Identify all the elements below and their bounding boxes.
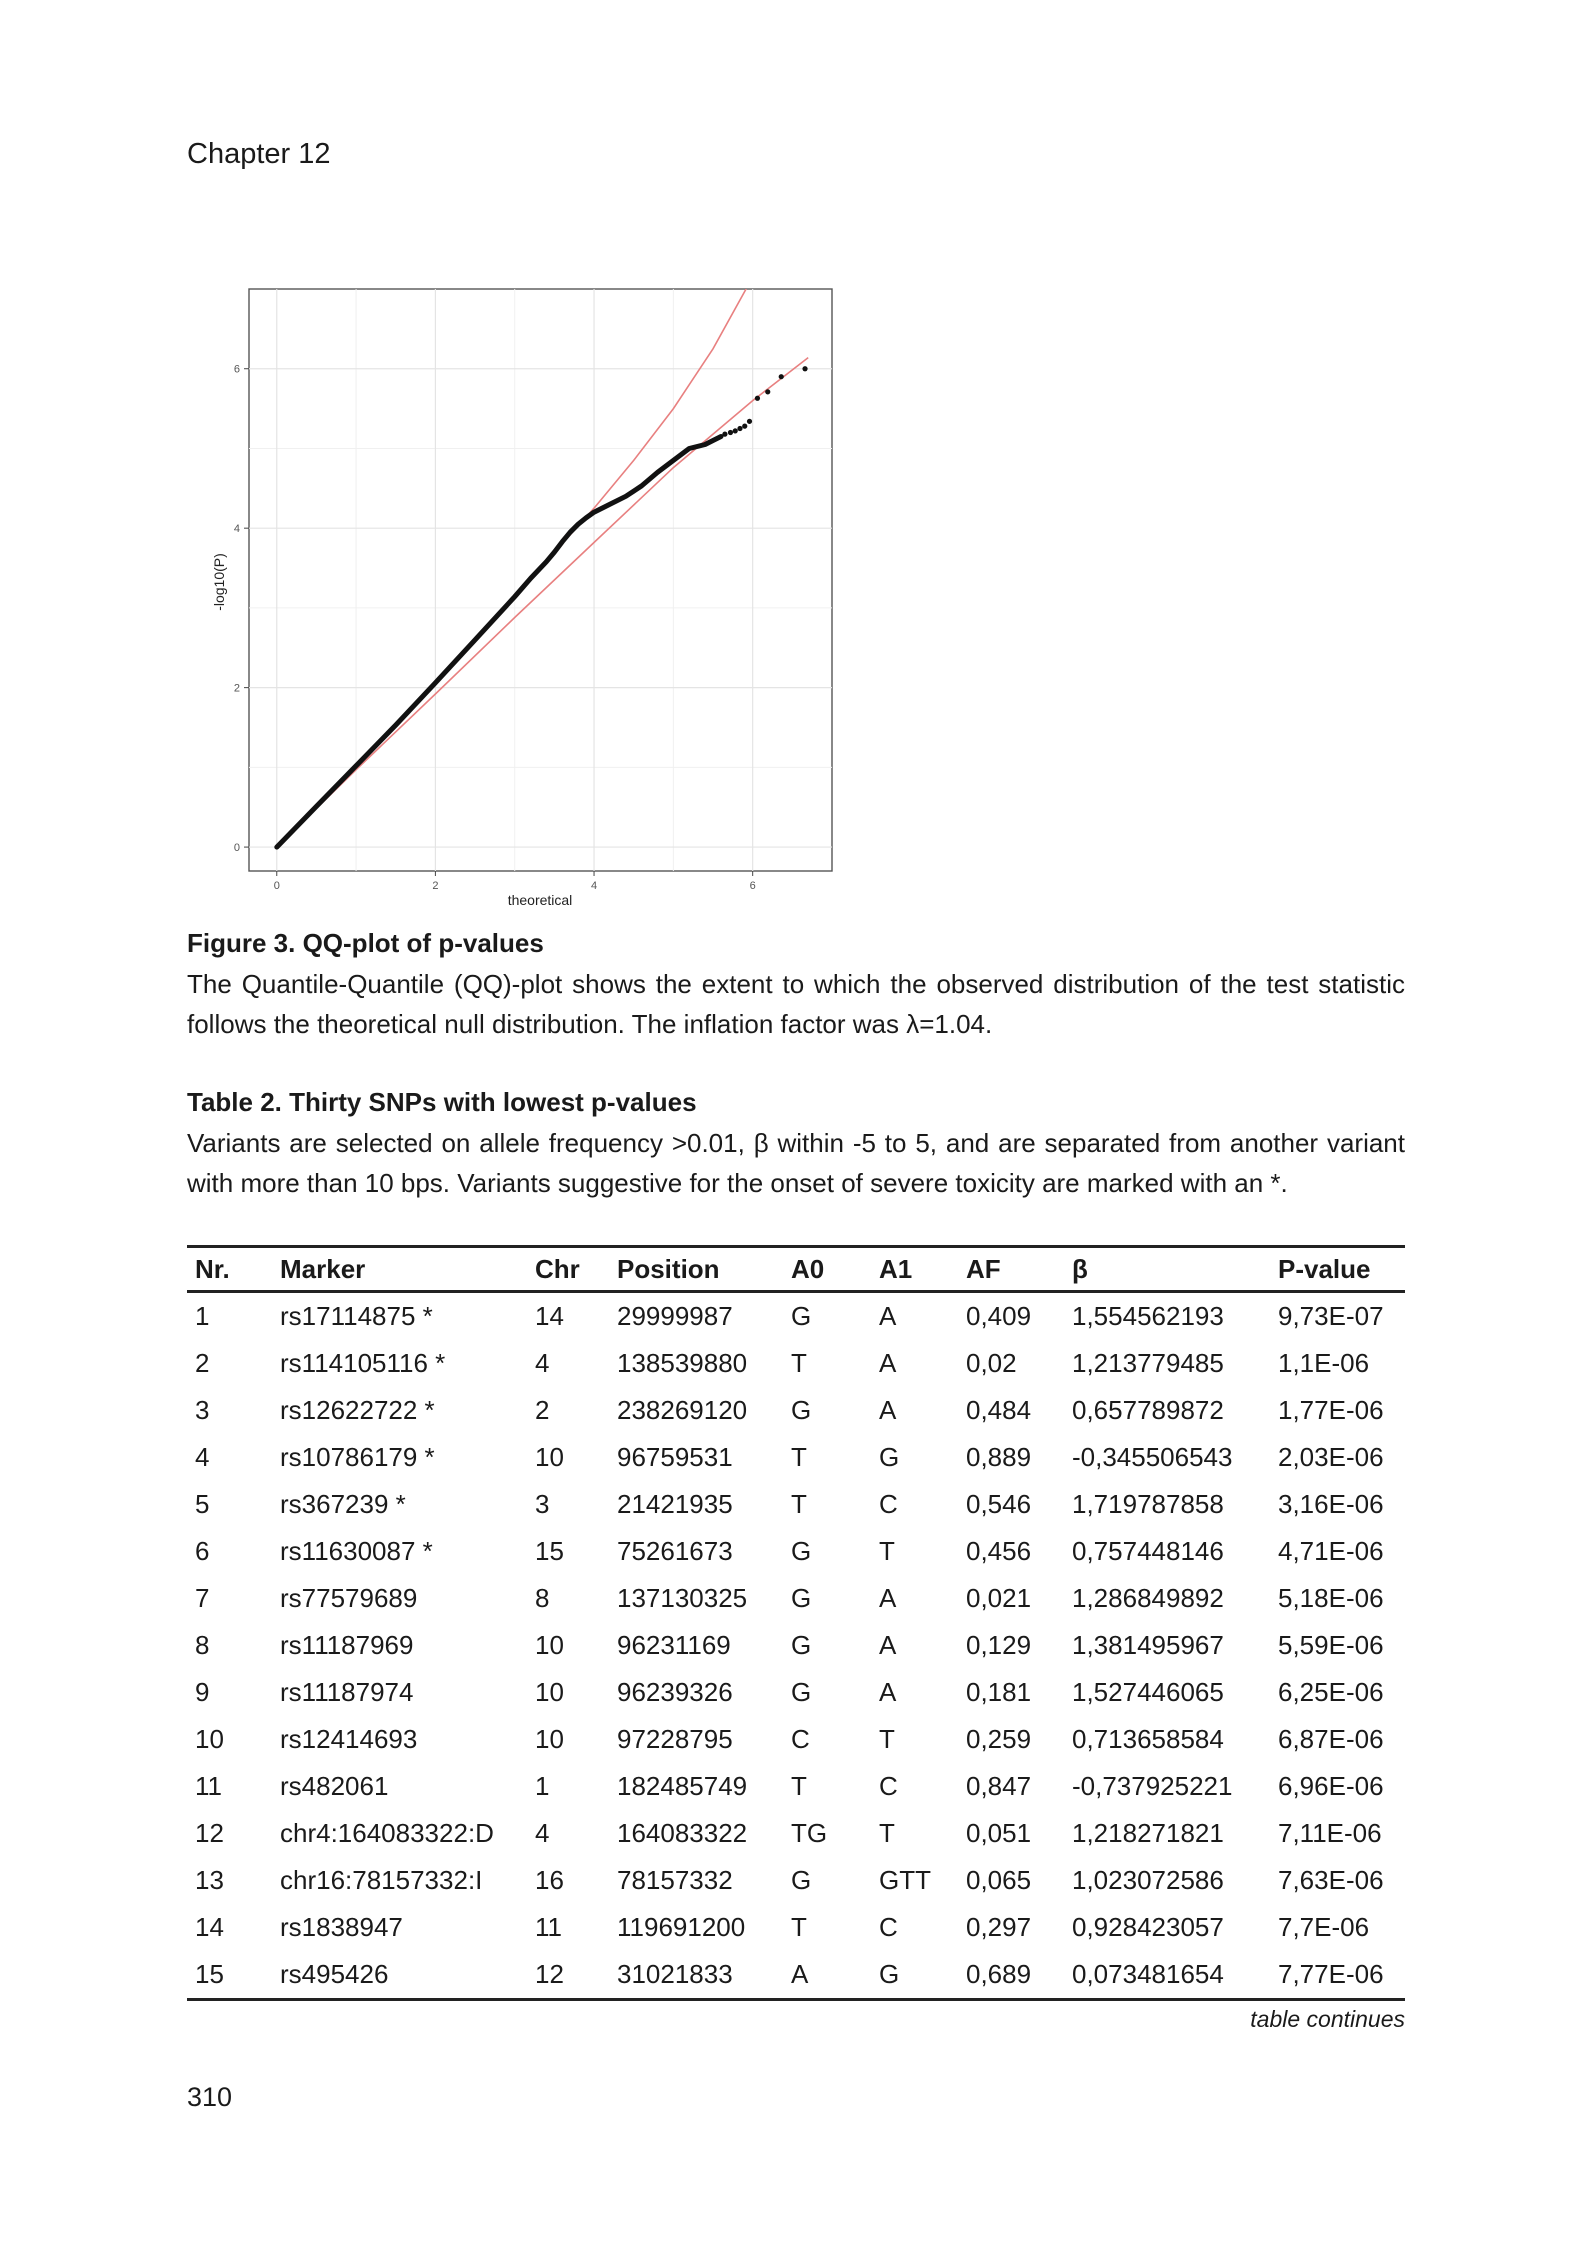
y-axis-label: -log10(P) xyxy=(211,553,227,611)
cell-chr: 4 xyxy=(535,1348,550,1378)
cell-af: 0,297 xyxy=(966,1912,1032,1942)
cell-af: 0,409 xyxy=(966,1301,1032,1331)
cell-a1: T xyxy=(879,1724,895,1754)
cell-af: 0,129 xyxy=(966,1630,1032,1660)
cell-af: 0,484 xyxy=(966,1395,1032,1425)
cell-chr: 11 xyxy=(535,1912,562,1942)
header-position: Position xyxy=(609,1247,783,1292)
table-row xyxy=(187,1716,1405,1763)
table-row xyxy=(187,1810,1405,1857)
cell-marker: rs482061 xyxy=(280,1771,389,1801)
cell-chr: 15 xyxy=(535,1536,564,1566)
cell-nr: 7 xyxy=(195,1583,210,1613)
cell-position: 75261673 xyxy=(617,1536,733,1566)
table-row xyxy=(187,1481,1405,1528)
cell-chr: 3 xyxy=(535,1489,550,1519)
cell-a0: G xyxy=(791,1395,812,1425)
cell-beta: -0,737925221 xyxy=(1072,1771,1233,1801)
cell-p-value: 4,71E-06 xyxy=(1278,1536,1384,1566)
cell-marker: rs114105116 * xyxy=(280,1348,446,1378)
table-row xyxy=(187,1340,1405,1387)
cell-nr: 1 xyxy=(195,1301,210,1331)
cell-marker: chr16:78157332:I xyxy=(280,1865,483,1895)
cell-chr: 10 xyxy=(535,1442,564,1472)
cell-nr: 14 xyxy=(195,1912,224,1942)
cell-a1: A xyxy=(879,1583,897,1613)
y-tick-label: 6 xyxy=(233,363,240,376)
cell-nr: 4 xyxy=(195,1442,210,1472)
cell-beta: 0,757448146 xyxy=(1072,1536,1224,1566)
table-row xyxy=(187,1387,1405,1434)
cell-beta: 1,218271821 xyxy=(1072,1818,1224,1848)
cell-nr: 6 xyxy=(195,1536,210,1566)
cell-a0: T xyxy=(791,1771,807,1801)
data-point xyxy=(755,396,760,401)
cell-chr: 2 xyxy=(535,1395,550,1425)
cell-a1: A xyxy=(879,1348,897,1378)
table-row xyxy=(187,1669,1405,1716)
data-point xyxy=(779,374,784,379)
cell-position: 29999987 xyxy=(617,1301,733,1331)
cell-a1: T xyxy=(879,1818,895,1848)
cell-beta: -0,345506543 xyxy=(1072,1442,1233,1472)
data-point xyxy=(802,366,807,371)
cell-a0: T xyxy=(791,1489,807,1519)
cell-af: 0,689 xyxy=(958,1951,1064,2000)
cell-position: 96231169 xyxy=(617,1630,731,1660)
cell-nr: 10 xyxy=(195,1724,224,1754)
header-af: AF xyxy=(958,1247,1064,1292)
cell-a0: G xyxy=(791,1630,812,1660)
cell-chr: 4 xyxy=(535,1818,550,1848)
cell-position: 96759531 xyxy=(617,1442,733,1472)
cell-beta: 1,213779485 xyxy=(1072,1348,1224,1378)
snp-table xyxy=(187,1245,1405,2001)
cell-position: 137130325 xyxy=(617,1583,748,1613)
cell-a1: A xyxy=(879,1677,897,1707)
cell-p-value: 1,1E-06 xyxy=(1278,1348,1370,1378)
cell-position: 21421935 xyxy=(617,1489,733,1519)
qq-plot xyxy=(200,282,860,922)
cell-p-value: 7,7E-06 xyxy=(1278,1912,1370,1942)
cell-chr: 10 xyxy=(535,1724,564,1754)
cell-a1: C xyxy=(879,1771,898,1801)
cell-a0: T xyxy=(791,1912,807,1942)
cell-nr: 5 xyxy=(195,1489,210,1519)
cell-nr: 12 xyxy=(195,1818,224,1848)
cell-a1: A xyxy=(879,1395,897,1425)
cell-nr: 2 xyxy=(195,1348,210,1378)
cell-nr: 9 xyxy=(195,1677,210,1707)
cell-a0: G xyxy=(791,1677,812,1707)
cell-nr: 13 xyxy=(195,1865,224,1895)
cell-p-value: 5,18E-06 xyxy=(1278,1583,1384,1613)
x-axis-label: theoretical xyxy=(507,892,573,908)
data-point xyxy=(728,430,733,435)
cell-af: 0,847 xyxy=(966,1771,1032,1801)
cell-chr: 14 xyxy=(535,1301,564,1331)
cell-marker: rs1838947 xyxy=(280,1912,403,1942)
cell-chr: 1 xyxy=(535,1771,550,1801)
cell-marker: chr4:164083322:D xyxy=(280,1818,494,1848)
cell-a0: T xyxy=(791,1348,807,1378)
cell-p-value: 6,96E-06 xyxy=(1278,1771,1384,1801)
cell-marker: rs11187974 xyxy=(280,1677,414,1707)
table-row xyxy=(187,1434,1405,1481)
cell-position: 138539880 xyxy=(617,1348,748,1378)
table-caption: Variants are selected on allele frequency >0.01, β within -5 to 5, and are separated from another variant with more than 10 bps. Variants suggestive for the onset of severe toxicity are marked with an *. xyxy=(187,1128,1405,1198)
y-tick-label: 0 xyxy=(233,842,240,855)
cell-position: 78157332 xyxy=(617,1865,733,1895)
header-p-value: P-value xyxy=(1270,1247,1405,1292)
x-tick-label: 6 xyxy=(749,880,756,892)
cell-marker: rs495426 xyxy=(272,1951,527,2000)
cell-p-value: 2,03E-06 xyxy=(1278,1442,1384,1472)
table-row xyxy=(187,1904,1405,1951)
cell-beta: 1,381495967 xyxy=(1072,1630,1224,1660)
cell-a0: A xyxy=(783,1951,871,2000)
y-tick-label: 4 xyxy=(233,523,240,536)
cell-beta: 0,073481654 xyxy=(1064,1951,1270,2000)
cell-a1: G xyxy=(871,1951,958,2000)
table-row xyxy=(187,1951,1405,2000)
cell-af: 0,546 xyxy=(966,1489,1032,1519)
table-row xyxy=(187,1575,1405,1622)
cell-p-value: 6,25E-06 xyxy=(1278,1677,1384,1707)
cell-af: 0,259 xyxy=(966,1724,1032,1754)
cell-beta: 1,527446065 xyxy=(1072,1677,1224,1707)
cell-marker: rs77579689 xyxy=(280,1583,418,1613)
header-beta: β xyxy=(1064,1247,1270,1292)
cell-a0: G xyxy=(791,1865,812,1895)
cell-a1: A xyxy=(879,1630,897,1660)
data-point xyxy=(742,424,747,429)
header-a0: A0 xyxy=(783,1247,871,1292)
cell-beta: 0,713658584 xyxy=(1072,1724,1224,1754)
cell-position: 182485749 xyxy=(617,1771,748,1801)
cell-marker: rs12414693 xyxy=(280,1724,418,1754)
cell-p-value: 7,77E-06 xyxy=(1270,1951,1405,2000)
cell-chr: 8 xyxy=(535,1583,550,1613)
cell-marker: rs17114875 * xyxy=(280,1301,433,1331)
cell-p-value: 9,73E-07 xyxy=(1278,1301,1384,1331)
x-tick-label: 2 xyxy=(432,880,439,892)
cell-position: 119691200 xyxy=(617,1912,746,1942)
cell-beta: 1,719787858 xyxy=(1072,1489,1224,1519)
cell-p-value: 6,87E-06 xyxy=(1278,1724,1384,1754)
cell-a1: C xyxy=(879,1489,898,1519)
cell-marker: rs10786179 * xyxy=(280,1442,435,1472)
table-title: Table 2. Thirty SNPs with lowest p-values xyxy=(187,1087,697,1117)
cell-af: 0,02 xyxy=(966,1348,1017,1378)
y-tick-label: 2 xyxy=(233,682,240,695)
header-a1: A1 xyxy=(871,1247,958,1292)
cell-p-value: 1,77E-06 xyxy=(1278,1395,1384,1425)
table-row xyxy=(187,1763,1405,1810)
cell-a0: TG xyxy=(791,1818,828,1848)
header-chr: Chr xyxy=(527,1247,609,1292)
cell-a0: G xyxy=(791,1583,812,1613)
cell-af: 0,456 xyxy=(966,1536,1032,1566)
figure-caption: The Quantile-Quantile (QQ)-plot shows the extent to which the observed distribution of the test statistic follows the theoretical null distribution. The inflation factor was λ=1.04. xyxy=(187,969,1405,1039)
data-point xyxy=(722,432,727,437)
cell-position: 96239326 xyxy=(617,1677,733,1707)
cell-marker: rs12622722 * xyxy=(280,1395,435,1425)
data-point xyxy=(747,419,752,424)
cell-a1: G xyxy=(879,1442,900,1472)
cell-af: 0,021 xyxy=(966,1583,1032,1613)
header-nr: Nr. xyxy=(187,1247,272,1292)
cell-beta: 1,286849892 xyxy=(1072,1583,1224,1613)
data-point xyxy=(737,426,742,431)
chapter-heading: Chapter 12 xyxy=(187,138,331,170)
cell-chr: 10 xyxy=(535,1677,564,1707)
cell-af: 0,889 xyxy=(966,1442,1032,1472)
cell-nr: 8 xyxy=(195,1630,210,1660)
table-row xyxy=(187,1292,1405,1341)
cell-p-value: 7,11E-06 xyxy=(1278,1818,1382,1848)
page-number: 310 xyxy=(187,2082,233,2112)
cell-a0: G xyxy=(791,1536,812,1566)
cell-p-value: 7,63E-06 xyxy=(1278,1865,1384,1895)
cell-nr: 11 xyxy=(195,1771,222,1801)
cell-beta: 0,928423057 xyxy=(1072,1912,1224,1942)
cell-marker: rs367239 * xyxy=(280,1489,406,1519)
qq-plot-svg xyxy=(200,282,860,922)
cell-beta: 1,023072586 xyxy=(1072,1865,1224,1895)
cell-af: 0,051 xyxy=(966,1818,1032,1848)
cell-position: 164083322 xyxy=(617,1818,748,1848)
x-tick-label: 4 xyxy=(590,880,598,892)
table-row xyxy=(187,1857,1405,1904)
cell-a1: GTT xyxy=(879,1865,931,1895)
cell-p-value: 5,59E-06 xyxy=(1278,1630,1384,1660)
cell-a0: G xyxy=(791,1301,812,1331)
cell-p-value: 3,16E-06 xyxy=(1278,1489,1384,1519)
table-continues-note: table continues xyxy=(1250,2006,1405,2032)
figure-title: Figure 3. QQ-plot of p-values xyxy=(187,928,544,958)
cell-a1: C xyxy=(879,1912,898,1942)
cell-nr: 3 xyxy=(195,1395,210,1425)
cell-a0: C xyxy=(791,1724,810,1754)
cell-marker: rs11630087 * xyxy=(280,1536,433,1566)
cell-position: 97228795 xyxy=(617,1724,733,1754)
cell-marker: rs11187969 xyxy=(280,1630,414,1660)
header-marker: Marker xyxy=(272,1247,527,1292)
table-row xyxy=(187,1528,1405,1575)
data-point xyxy=(733,428,738,433)
cell-beta: 0,657789872 xyxy=(1072,1395,1224,1425)
cell-nr: 15 xyxy=(187,1951,272,2000)
cell-chr: 16 xyxy=(535,1865,564,1895)
table-header-row xyxy=(187,1247,1405,1292)
cell-chr: 10 xyxy=(535,1630,564,1660)
cell-a1: A xyxy=(879,1301,897,1331)
data-point xyxy=(765,389,770,394)
cell-beta: 1,554562193 xyxy=(1072,1301,1224,1331)
cell-af: 0,181 xyxy=(966,1677,1032,1707)
cell-af: 0,065 xyxy=(966,1865,1032,1895)
cell-position: 31021833 xyxy=(609,1951,783,2000)
table-row xyxy=(187,1622,1405,1669)
cell-position: 238269120 xyxy=(617,1395,748,1425)
cell-chr: 12 xyxy=(527,1951,609,2000)
cell-a0: T xyxy=(791,1442,807,1472)
cell-a1: T xyxy=(879,1536,895,1566)
x-tick-label: 0 xyxy=(273,880,280,892)
